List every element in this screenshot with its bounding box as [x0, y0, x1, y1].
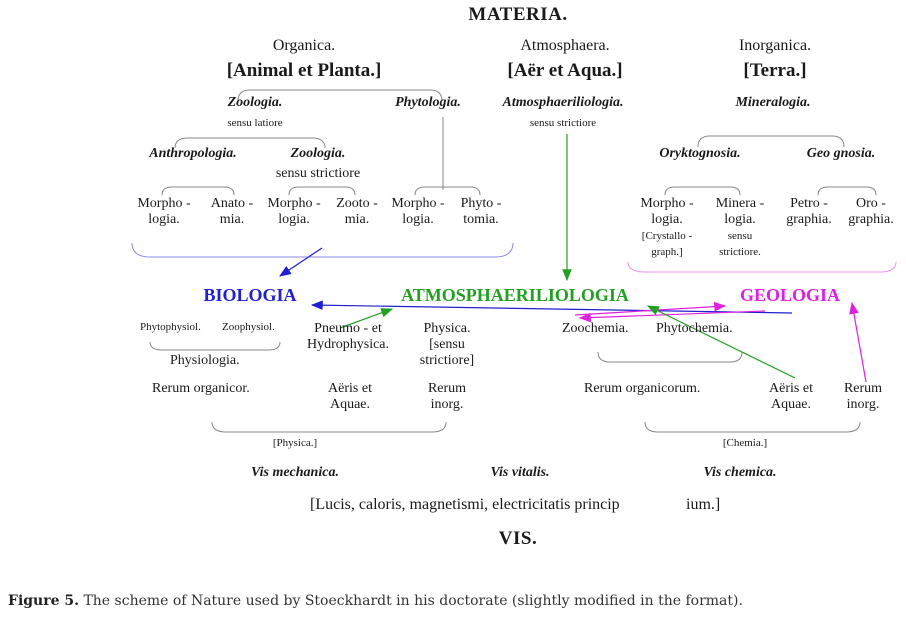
aeris-aquae-1: Aëris et Aquae. — [328, 381, 372, 413]
phytochemia-label: Phytochemia. — [656, 321, 733, 336]
brace-oryktognosia — [665, 187, 740, 195]
physica-bracket: [Physica.] — [272, 437, 318, 449]
biologia-label: BIOLOGIA — [203, 285, 297, 305]
figure-caption — [8, 593, 743, 609]
arrow-green-geo — [648, 306, 795, 378]
rerum-inorg-1: Rerum inorg. — [427, 381, 467, 413]
leaf-mineralogia-ss: Minera - logia. sensu strictiore. — [715, 196, 765, 259]
leaf-anatomia: Anato - mia. — [210, 196, 254, 228]
leaf-morphologia-1: Morpho - logia. — [137, 196, 191, 228]
atmosphaera-sub: [Aër et Aqua.] — [507, 60, 623, 81]
zoochemia-label: Zoochemia. — [562, 321, 629, 336]
caption-text: The scheme of Nature used by Stoeckhardt in his doctorate (slightly modified in the format). — [79, 593, 743, 609]
vis-chemica: Vis chemica. — [703, 465, 777, 480]
zoologia-label: Zoologia. — [227, 95, 283, 110]
leaf-phytotomia: Phyto - tomia. — [460, 196, 502, 228]
phytophysiol-label: Phytophysiol. — [140, 321, 201, 333]
sensu-latiore-label: sensu latiore — [227, 117, 283, 129]
vis-title: VIS. — [498, 528, 538, 549]
leaf-petrographia: Petro - graphia. — [786, 196, 832, 228]
brace-chemica — [645, 422, 860, 432]
atmosphaeriliologia-center: ATMOSPHAERILIOLOGIA — [401, 285, 629, 305]
caption-label: Figure 5. — [8, 593, 79, 609]
materia-title: MATERIA. — [468, 4, 568, 25]
organica-sub: [Animal et Planta.] — [226, 60, 382, 81]
brace-biology-group — [132, 243, 513, 257]
brace-chemia — [598, 352, 742, 362]
rerum-inorg-2: Rerum inorg. — [843, 381, 883, 413]
organica-title: Organica. — [272, 37, 336, 54]
brace-physiol — [150, 342, 280, 350]
anthropologia-label: Anthropologia. — [149, 146, 237, 161]
leaf-zootomia: Zooto - mia. — [336, 196, 378, 228]
brace-physica — [212, 422, 446, 432]
leaf-morphologia-2: Morpho - logia. — [267, 196, 321, 228]
geognosia-label: Geo gnosia. — [806, 146, 876, 161]
arrow-to-biologia — [280, 248, 322, 276]
physiologia-label: Physiologia. — [170, 353, 240, 368]
zoologia2-label: Zoologia. — [290, 146, 346, 161]
vis-mechanica: Vis mechanica. — [251, 465, 339, 480]
leaf-morphologia-3: Morpho - logia. — [391, 196, 445, 228]
principium-text-a: [Lucis, caloris, magnetismi, electricitatis princip — [310, 496, 620, 513]
brace-geognosia — [818, 187, 876, 195]
brace-zoologia-ss — [289, 187, 355, 195]
leaf-morphologia-4: Morpho - logia. [Crystallo - graph.] — [640, 196, 694, 259]
inorganica-sub: [Terra.] — [743, 60, 807, 81]
zoophysiol-label: Zoophysiol. — [222, 321, 275, 333]
atmosphaeriliologia-label: Atmosphaeriliologia. — [502, 95, 624, 110]
arrow-magenta-left — [580, 311, 765, 318]
brace-phytologia — [415, 187, 480, 195]
aeris-aquae-2: Aëris et Aquae. — [769, 381, 813, 413]
rerum-organicorum: Rerum organicorum. — [584, 381, 701, 396]
mineralogia-label: Mineralogia. — [735, 95, 811, 110]
principium-text-b: ium.] — [686, 496, 721, 513]
oryktognosia-label: Oryktognosia. — [659, 146, 741, 161]
brace-geology-group — [628, 262, 896, 272]
physica-sensu-strictiore: Physica. [sensu strictiore] — [419, 321, 475, 369]
rerum-organicor: Rerum organicor. — [152, 381, 250, 396]
sensu-strictiore-atm: sensu strictiore — [529, 117, 597, 129]
pneumo-hydrophysica: Pneumo - et Hydrophysica. — [306, 321, 390, 353]
chemia-bracket: [Chemia.] — [722, 437, 768, 449]
phytologia-label: Phytologia. — [395, 95, 461, 110]
sensu-strictiore-zoo: sensu strictiore — [275, 166, 361, 181]
arrow-magenta-geo — [852, 303, 866, 382]
geologia-label: GEOLOGIA — [739, 285, 841, 305]
inorganica-title: Inorganica. — [738, 37, 812, 54]
vis-vitalis: Vis vitalis. — [490, 465, 550, 480]
leaf-orographia: Oro - graphia. — [848, 196, 894, 228]
brace-anthropologia — [162, 187, 234, 195]
atmosphaera-title: Atmosphaera. — [520, 37, 610, 54]
